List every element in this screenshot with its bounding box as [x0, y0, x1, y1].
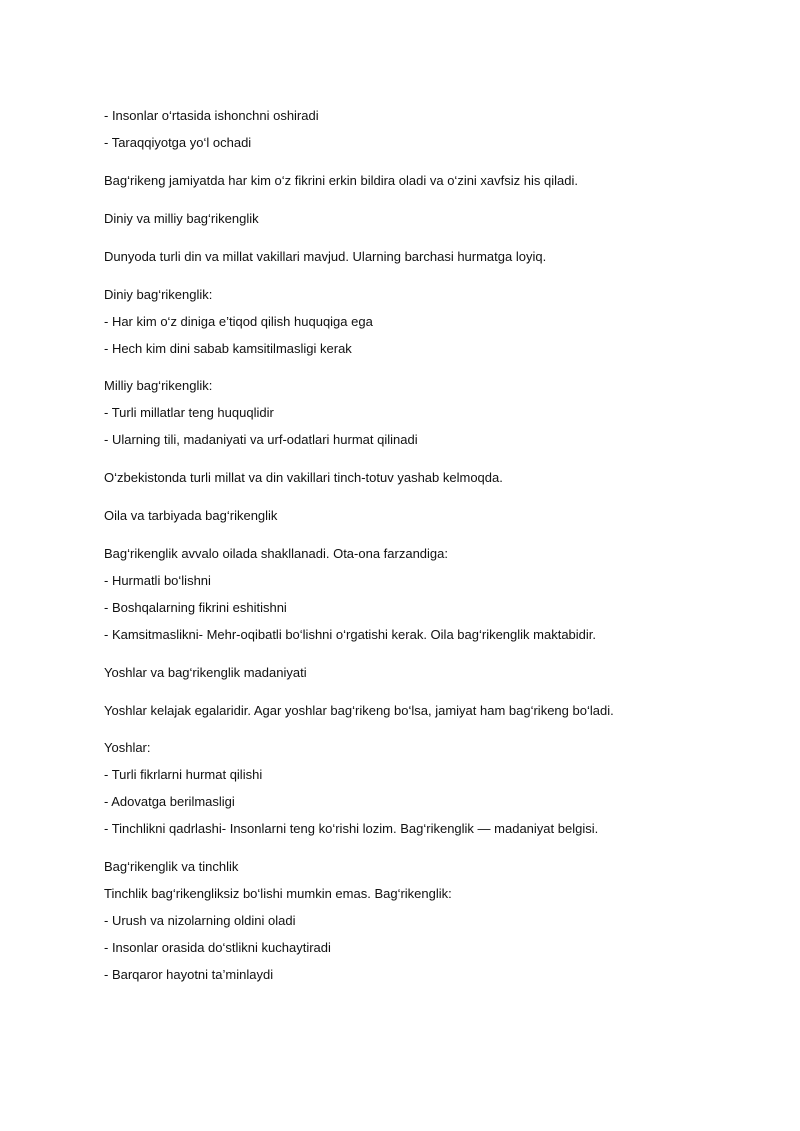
paragraph: Dunyoda turli din va millat vakillari mavjud. Ularning barchasi hurmatga loyiq. — [104, 249, 547, 264]
list-item: - Ularning tili, madaniyati va urf-odatlari hurmat qilinadi — [104, 432, 418, 447]
list-item: - Tinchlikni qadrlashi- Insonlarni teng ko‘rishi lozim. Bag‘rikenglik — madaniyat belgisi. — [104, 821, 599, 836]
list-item: - Turli millatlar teng huquqlidir — [104, 405, 274, 420]
list-item: - Hech kim dini sabab kamsitilmasligi kerak — [104, 341, 352, 356]
list-item: - Turli fikrlarni hurmat qilishi — [104, 767, 263, 782]
list-heading: Milliy bag‘rikenglik: — [104, 378, 213, 393]
list-item: - Adovatga berilmasligi — [104, 794, 235, 809]
list-heading: Yoshlar: — [104, 740, 151, 755]
list-item: - Kamsitmaslikni- Mehr-oqibatli bo‘lishni o‘rgatishi kerak. Oila bag‘rikenglik maktabidir. — [104, 627, 597, 642]
list-item: - Boshqalarning fikrini eshitishni — [104, 600, 287, 615]
list-item: - Har kim o‘z diniga e’tiqod qilish huquqiga ega — [104, 314, 373, 329]
paragraph: Yoshlar kelajak egalaridir. Agar yoshlar bag‘rikeng bo‘lsa, jamiyat ham bag‘rikeng bo‘ladi. — [104, 703, 614, 718]
list-item: - Taraqqiyotga yo‘l ochadi — [104, 135, 252, 150]
list-item: - Urush va nizolarning oldini oladi — [104, 913, 296, 928]
paragraph: Bag‘rikenglik avvalo oilada shakllanadi. Ota-ona farzandiga: — [104, 546, 448, 561]
list-heading: Diniy bag‘rikenglik: — [104, 287, 213, 302]
list-item: - Insonlar o‘rtasida ishonchni oshiradi — [104, 108, 319, 123]
paragraph: O‘zbekistonda turli millat va din vakillari tinch-totuv yashab kelmoqda. — [104, 470, 503, 485]
list-item: - Insonlar orasida do‘stlikni kuchaytiradi — [104, 940, 331, 955]
paragraph: Tinchlik bag‘rikengliksiz bo‘lishi mumkin emas. Bag‘rikenglik: — [104, 886, 452, 901]
list-item: - Hurmatli bo‘lishni — [104, 573, 211, 588]
section-heading: Oila va tarbiyada bag‘rikenglik — [104, 508, 278, 523]
paragraph: Bag‘rikeng jamiyatda har kim o‘z fikrini erkin bildira oladi va o‘zini xavfsiz his qiladi. — [104, 173, 578, 188]
section-heading: Bag‘rikenglik va tinchlik — [104, 859, 239, 874]
section-heading: Yoshlar va bag‘rikenglik madaniyati — [104, 665, 307, 680]
section-heading: Diniy va milliy bag‘rikenglik — [104, 211, 259, 226]
list-item: - Barqaror hayotni ta’minlaydi — [104, 967, 274, 982]
